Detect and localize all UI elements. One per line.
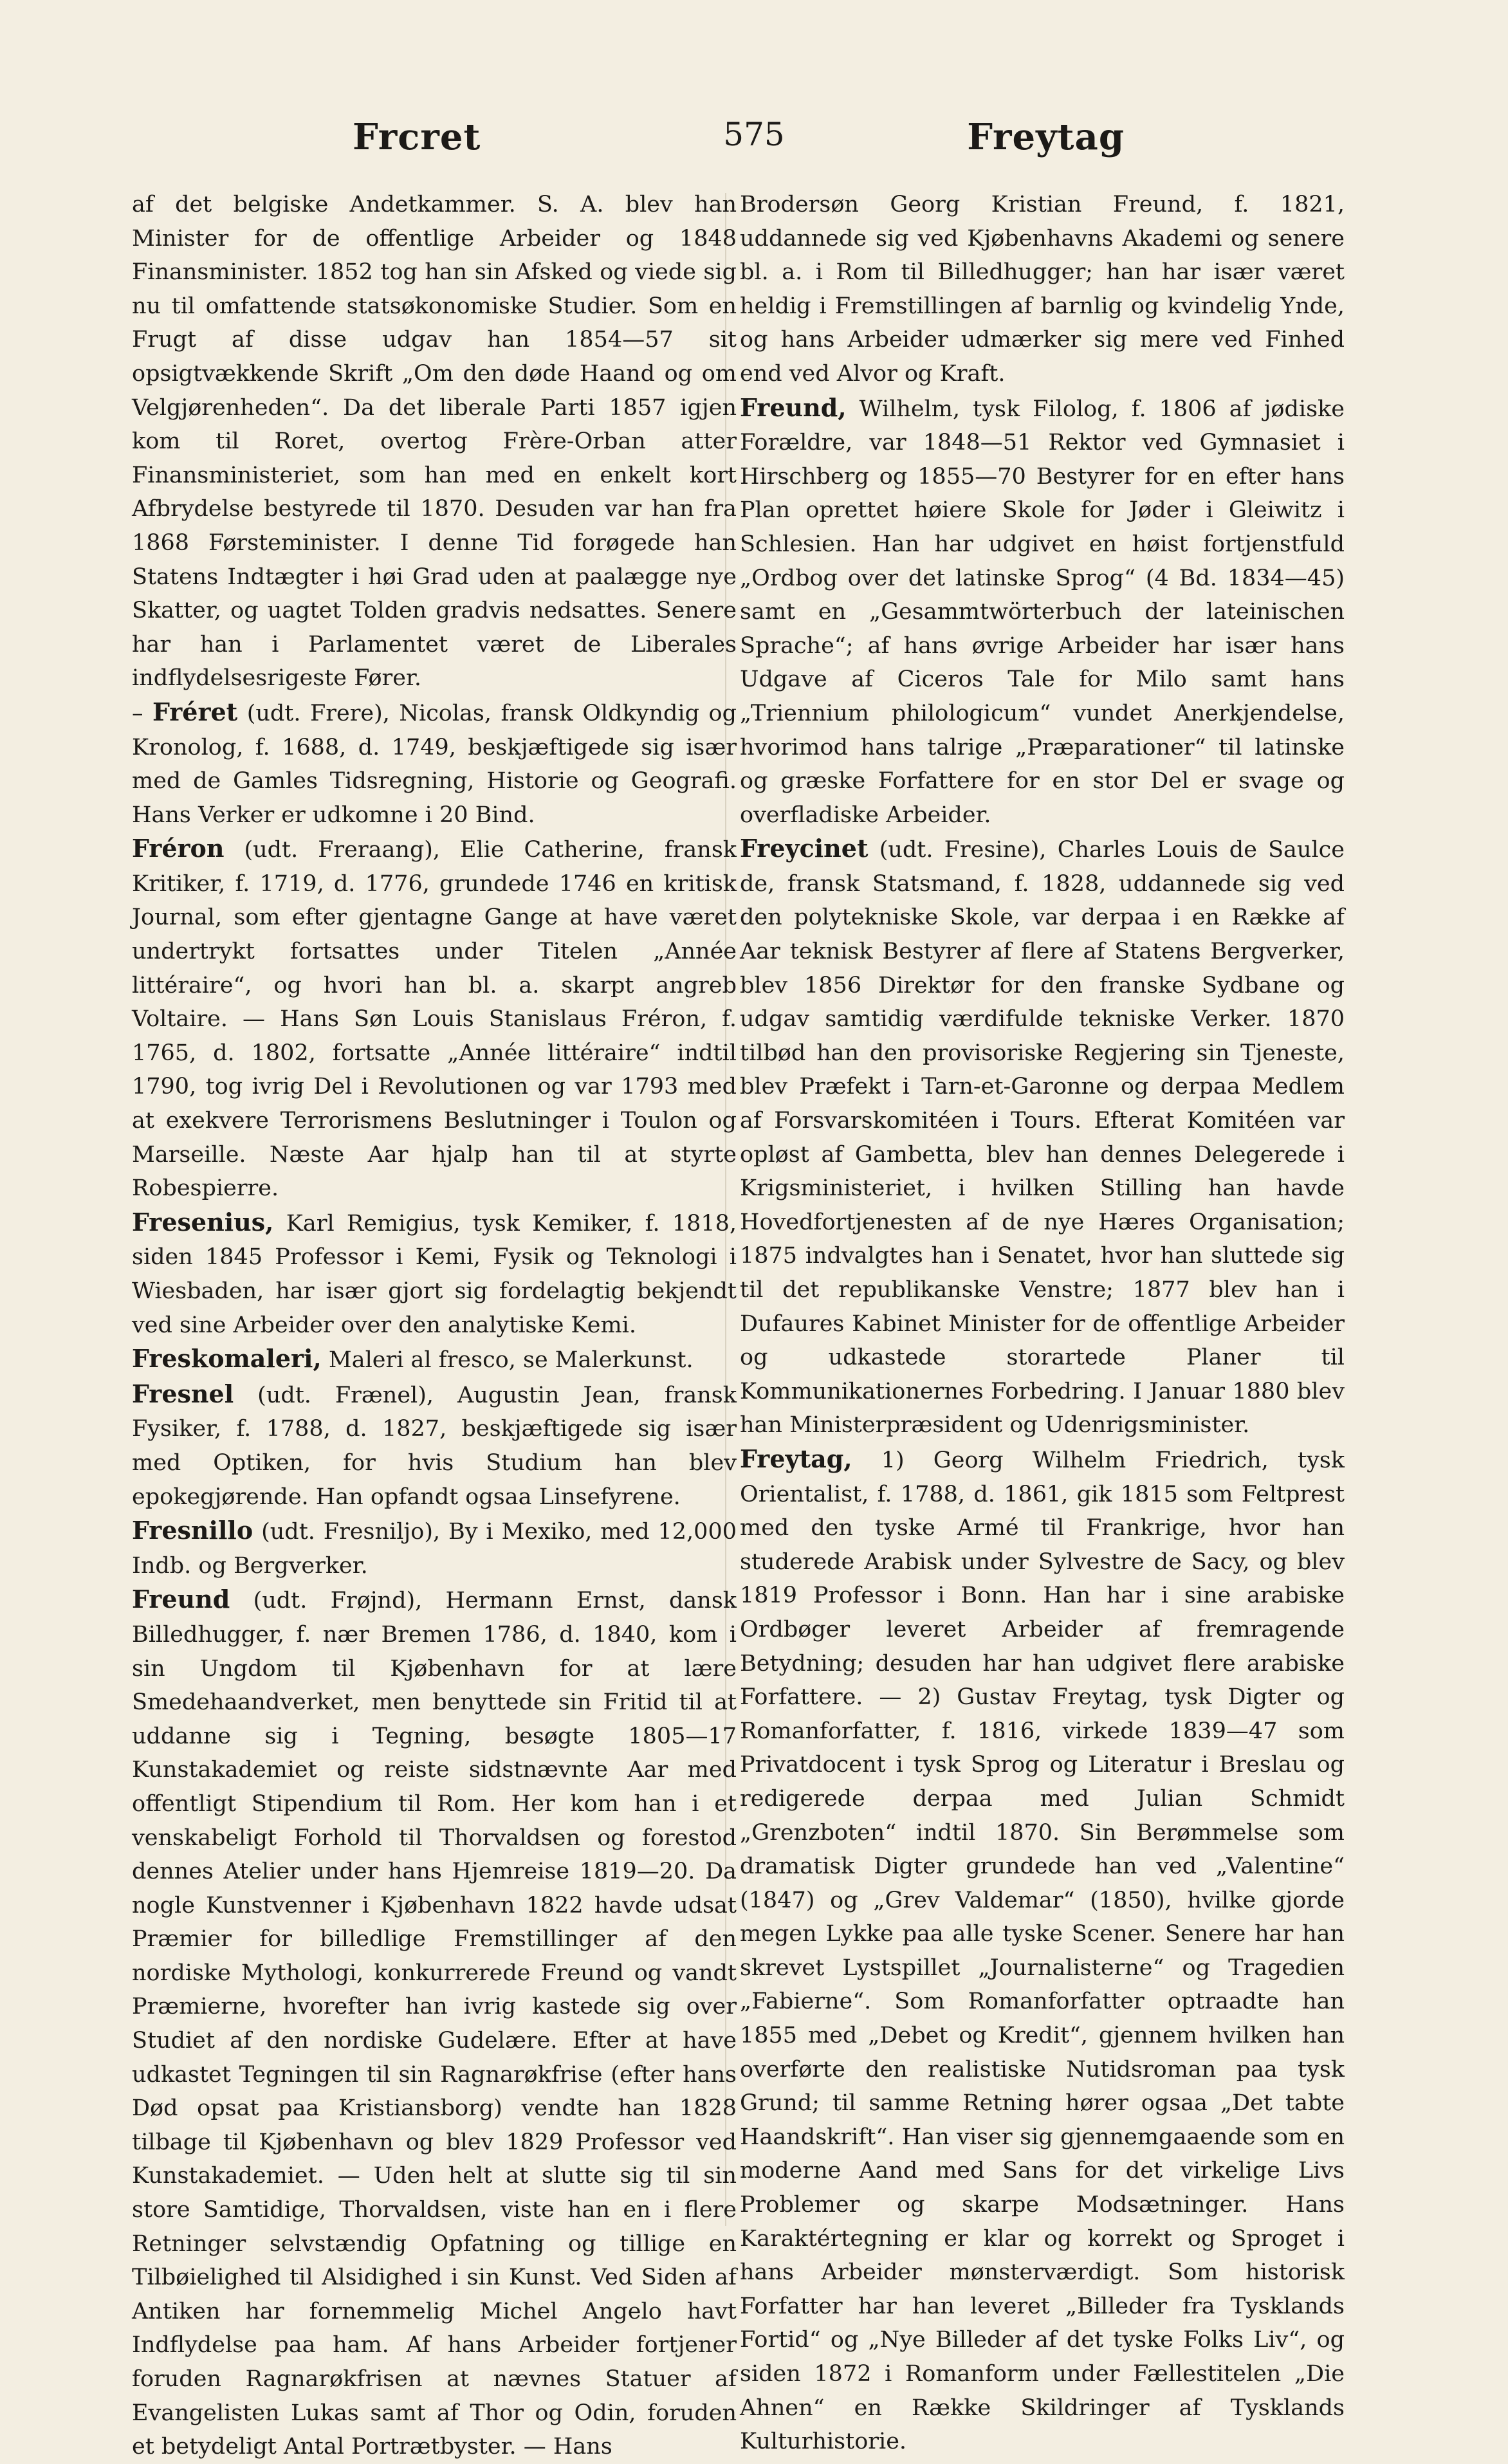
- entry-lemma: Fréron: [132, 834, 225, 863]
- entry-text: af det belgiske Andetkammer. S. A. blev han Minister for de offentlige Arbeider og 1848 Finansminister. 1852 tog han sin Afsked og viede sig nu til omfattende statsøkonomiske Studier. Som en Frugt af disse udgav han 1854—57 sit opsigtvækkende Skrift „Om den døde Haand og om Velgjørenheden“. Da det liberale Parti 1857 igjen kom til Roret, overtog Frère-Orban atter Finansministeriet, som han med en enkelt kort Afbrydelse bestyrede til 1870. Desuden var han fra 1868 Førsteminister. I denne Tid forøgede han Statens Indtægter i høi Grad uden at paalægge nye Skatter, og uagtet Tolden gradvis nedsattes. Senere har han i Parlamentet været de Liberales indflydelsesrigeste Fører.: [132, 192, 737, 692]
- entry-text: Brodersøn Georg Kristian Freund, f. 1821, uddannede sig ved Kjøbenhavns Akademi og senere bl. a. i Rom til Billedhugger; han har især været heldig i Fremstillingen af barnlig og kvindelig Ynde, og hans Arbeider udmærker sig mere ved Finhed end ved Alvor og Kraft.: [740, 192, 1345, 387]
- entry-freron: [132, 832, 737, 1206]
- entry-text: (udt. Frøjnd), Hermann Ernst, dansk Billedhugger, f. nær Bremen 1786, d. 1840, kom i sin Ungdom til Kjøbenhavn for at lære Smedehaandverket, men benyttede sin Fritid til at uddanne sig i Tegning, besøgte 1805—17 Kunstakademiet og reiste sidstnævnte Aar med offentligt Stipendium til Rom. Her kom han i et venskabeligt Forhold til Thorvaldsen og forestod dennes Atelier under hans Hjemreise 1819—20. Da nogle Kunstvenner i Kjøbenhavn 1822 havde udsat Præmier for billedlige Fremstillinger af den nordiske Mythologi, konkurrerede Freund og vandt Præmierne, hvorefter han ivrig kastede sig over Studiet af den nordiske Gudelære. Efter at have udkastet Tegningen til sin Ragnarøkfrise (efter hans Død opsat paa Kristiansborg) vendte han 1828 tilbage til Kjøbenhavn og blev 1829 Professor ved Kunstakademiet. — Uden helt at slutte sig til sin store Samtidige, Thorvaldsen, viste han en i flere Retninger selvstændig Opfatning og tillige en Tilbøielighed til Alsidighed i sin Kunst. Ved Siden af Antiken har fornemmelig Michel Angelo havt Indflydelse paa ham. Af hans Arbeider fortjener foruden Ragnarøkfrisen at nævnes Statuer af Evangelisten Lukas samt af Thor og Odin, foruden et betydeligt Antal Portrætbyster. — Hans: [132, 1588, 737, 2460]
- right-running-headword: Freytag: [967, 116, 1125, 158]
- entry-lemma: Freund: [132, 1585, 230, 1614]
- entry-text: Karl Remigius, tysk Kemiker, f. 1818, siden 1845 Professor i Kemi, Fysik og Teknologi i Wiesbaden, har især gjort sig fordelagtig bekjendt ved sine Arbeider over den analytiske Kemi.: [132, 1210, 737, 1338]
- entry-lemma: Fréret: [152, 697, 238, 726]
- entry-freycinet: [740, 832, 1345, 1442]
- entry-text: 1) Georg Wilhelm Friedrich, tysk Orientalist, f. 1788, d. 1861, gik 1815 som Feltprest med den tyske Armé til Frankrige, hvor han studerede Arabisk under Sylvestre de Sacy, og blev 1819 Professor i Bonn. Han har i sine arabiske Ordbøger leveret Arbeider af fremragende Betydning; desuden har han udgivet flere arabiske Forfattere. — 2) Gustav Freytag, tysk Digter og Romanforfatter, f. 1816, virkede 1839—47 som Privatdocent i tysk Sprog og Literatur i Breslau og redigerede derpaa med Julian Schmidt „Grenzboten“ indtil 1870. Sin Berømmelse som dramatisk Digter grundede han ved „Valentine“ (1847) og „Grev Valdemar“ (1850), hvilke gjorde megen Lykke paa alle tyske Scener. Senere har han skrevet Lystspillet „Journalisterne“ og Tragedien „Fabierne“. Som Romanforfatter optraadte han 1855 med „Debet og Kredit“, gjennem hvilken han overførte den realistiske Nutidsroman paa tysk Grund; til samme Retning hører ogsaa „Det tabte Haandskrift“. Han viser sig gjennemgaaende som en moderne Aand med Sans for det virkelige Livs Problemer og skarpe Modsætninger. Hans Karaktértegning er klar og korrekt og Sproget i hans Arbeider mønsterværdigt. Som historisk Forfatter har han leveret „Billeder fra Tysklands Fortid“ og „Nye Billeder af det tyske Folks Liv“, og siden 1872 i Romanform under Fællestitelen „Die Ahnen“ en Række Skildringer af Tysklands Kulturhistorie.: [740, 1447, 1345, 2455]
- page-header: [0, 116, 1508, 174]
- left-running-headword: Frcret: [353, 116, 481, 158]
- entry-lemma: Freund,: [740, 392, 847, 422]
- left-column: [132, 188, 737, 2464]
- entry-lemma: Freytag,: [740, 1444, 852, 1473]
- entry-text: (udt. Freraang), Elie Catherine, fransk Kritiker, f. 1719, d. 1776, grundede 1746 en kritisk Journal, som efter gjentagne Gange at have været undertrykt fortsattes under Titelen „Année littéraire“, og hvori han bl. a. skarpt angreb Voltaire. — Hans Søn Louis Stanislaus Fréron, f. 1765, d. 1802, fortsatte „Année littéraire“ indtil 1790, tog ivrig Del i Revolutionen og var 1793 med at exekvere Terrorismens Beslutninger i Toulon og Marseille. Næste Aar hjalp han til at styrte Robespierre.: [132, 837, 737, 1202]
- entry-lemma: Fresnillo: [132, 1516, 253, 1545]
- right-column: [740, 188, 1345, 2459]
- entry-freytag: [740, 1442, 1345, 2459]
- entry-text: (udt. Frere), Nicolas, fransk Oldkyndig og Kronolog, f. 1688, d. 1749, beskjæftigede sig især med de Gamles Tidsregning, Historie og Geografi. Hans Verker er udkomne i 20 Bind.: [132, 700, 737, 828]
- entry-text: Maleri al fresco, se Malerkunst.: [328, 1347, 694, 1374]
- entry-lemma: Fresnel: [132, 1379, 234, 1408]
- entry-freund-hermann: [132, 1583, 737, 2463]
- entry-text: (udt. Fresine), Charles Louis de Saulce de, fransk Statsmand, f. 1828, uddannede sig ved den polytekniske Skole, var derpaa i en Række af Aar teknisk Bestyrer af flere af Statens Bergverker, blev 1856 Direktør for den franske Sydbane og udgav samtidig værdifulde tekniske Verker. 1870 tilbød han den provisoriske Regjering sin Tjeneste, blev Præfekt i Tarn-et-Garonne og derpaa Medlem af Forsvarskomitéen i Tours. Efterat Komitéen var opløst af Gambetta, blev han dennes Delegerede i Krigsministeriet, i hvilken Stilling han havde Hovedfortjenesten af de nye Hæres Organisation; 1875 indvalgtes han i Senatet, hvor han sluttede sig til det republikanske Venstre; 1877 blev han i Dufaures Kabinet Minister for de offentlige Arbeider og udkastede storartede Planer til Kommunikationernes Forbedring. I Januar 1880 blev han Ministerpræsident og Udenrigsminister.: [740, 837, 1345, 1439]
- entry-text: (udt. Fresniljo), By i Mexiko, med 12,000 Indb. og Bergverker.: [132, 1519, 737, 1579]
- entry-lemma: Freskomaleri,: [132, 1344, 322, 1374]
- entry-continuation: [132, 188, 737, 695]
- entry-freskomaleri: [132, 1342, 737, 1377]
- entry-lemma: Fresenius,: [132, 1207, 274, 1237]
- entry-text: Wilhelm, tysk Filolog, f. 1806 af jødiske Forældre, var 1848—51 Rektor ved Gymnasiet i Hirschberg og 1855—70 Bestyrer for en efter hans Plan oprettet høiere Skole for Jøder i Gleiwitz i Schlesien. Han har udgivet en høist fortjenstfuld „Ordbog over det latinske Sprog“ (4 Bd. 1834—45) samt en „Gesammtwörterbuch der lateinischen Sprache“; af hans øvrige Arbeider har især hans Udgave af Ciceros Tale for Milo samt hans „Triennium philologicum“ vundet Anerkjendelse, hvorimod hans talrige „Præparationer“ til latinske og græske Forfattere for en stor Del er svage og overfladiske Arbeider.: [740, 396, 1345, 828]
- entry-freund-wilhelm: [740, 391, 1345, 832]
- entry-text: (udt. Frænel), Augustin Jean, fransk Fysiker, f. 1788, d. 1827, beskjæftigede sig især med Optiken, for hvis Studium han blev epokegjørende. Han opfandt ogsaa Linsefyrene.: [132, 1382, 737, 1510]
- entry-lemma: Freycinet: [740, 834, 869, 863]
- entry-fresnel: [132, 1377, 737, 1514]
- entry-fresnillo: [132, 1514, 737, 1583]
- entry-fresenius: [132, 1206, 737, 1342]
- entry-freret: – Fréret (udt. Frere), Nicolas, fransk Oldkyndig og Kronolog, f. 1688, d. 1749, beskjæftigede sig især med de Gamles Tidsregning, Historie og Geografi. Hans Verker er udkomne i 20 Bind.: [132, 697, 737, 828]
- entry-continuation: [740, 188, 1345, 391]
- page-number: 575: [723, 116, 785, 153]
